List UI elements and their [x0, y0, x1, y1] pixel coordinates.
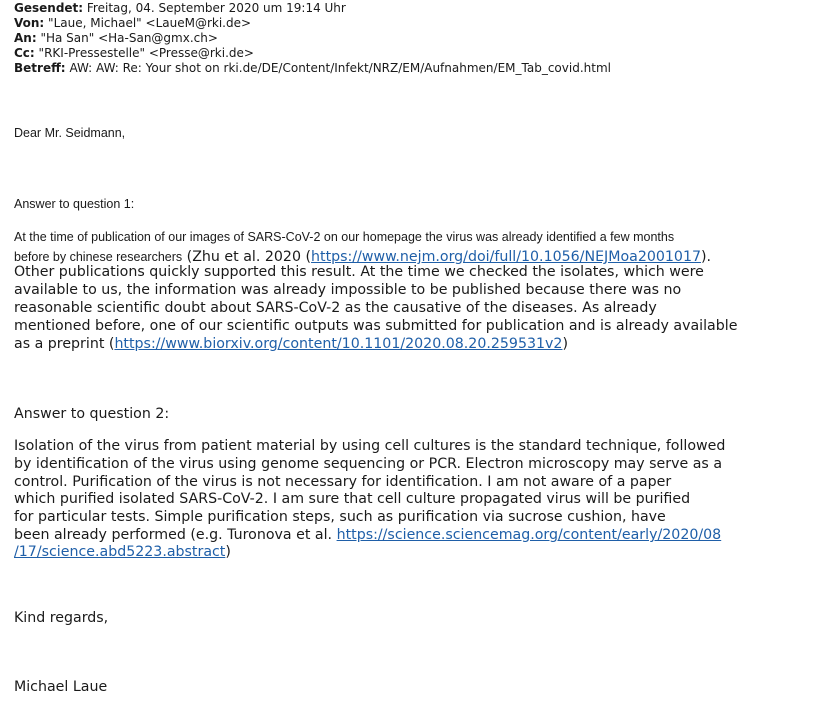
greeting: Dear Mr. Seidmann,	[14, 126, 126, 140]
q2-line-6-start: been already performed (e.g. Turonova et al.	[14, 527, 337, 543]
subject-label: Betreff:	[14, 61, 66, 75]
subject-row	[14, 61, 611, 76]
sent-row	[14, 1, 611, 16]
q2-line-2: by identification of the virus using genome sequencing or PCR. Electron microscopy may serve as a	[14, 456, 723, 472]
q1-line-5: reasonable scientific doubt about SARS-CoV-2 as the causative of the diseases. As already	[14, 300, 657, 316]
from-value: "Laue, Michael" <LaueM@rki.de>	[48, 16, 252, 30]
to-value: "Ha San" <Ha-San@gmx.ch>	[40, 31, 218, 45]
from-row	[14, 16, 611, 31]
sent-value: Freitag, 04. September 2020 um 19:14 Uhr	[86, 1, 346, 15]
to-label: An:	[14, 31, 37, 45]
subject-value: AW: AW: Re: Your shot on rki.de/DE/Content/Infekt/NRZ/EM/Aufnahmen/EM_Tab_covid.html	[69, 61, 611, 75]
closing: Kind regards,	[14, 610, 109, 626]
from-label: Von:	[14, 16, 45, 30]
email-header	[14, 1, 611, 76]
cc-row	[14, 46, 611, 61]
q1-line-7-start: as a preprint (	[14, 336, 115, 352]
q1-line-1: At the time of publication of our images of SARS-CoV-2 on our homepage the virus was already identified a few months	[14, 230, 675, 244]
q1-line-4: available to us, the information was already impossible to be published because there was no	[14, 282, 682, 298]
cc-value: "RKI-Pressestelle" <Presse@rki.de>	[38, 46, 254, 60]
science-link-part-1[interactable]: https://science.sciencemag.org/content/early/2020/08	[336, 527, 722, 543]
q1-line-7-end: )	[562, 336, 568, 352]
q1-line-2-start: before by chinese researchers	[14, 250, 183, 264]
q2-line-5: for particular tests. Simple purification steps, such as purification via sucrose cushion, have	[14, 509, 666, 525]
nejm-link[interactable]: https://www.nejm.org/doi/full/10.1056/NEJMoa2001017	[311, 249, 702, 265]
q2-line-3: control. Purification of the virus is not necessary for identification. I am not aware of a paper	[14, 474, 672, 490]
to-row	[14, 31, 611, 46]
q2-line-7	[14, 543, 231, 561]
q1-line-3: Other publications quickly supported this result. At the time we checked the isolates, which were	[14, 264, 704, 280]
sent-label: Gesendet:	[14, 1, 84, 15]
q2-line-7-end: )	[225, 544, 231, 560]
q1-line-2-cite: (Zhu et al. 2020 (	[182, 249, 312, 265]
q2-line-4: which purified isolated SARS-CoV-2. I am sure that cell culture propagated virus will be purified	[14, 491, 691, 507]
science-link-part-2[interactable]: /17/science.abd5223.abstract	[14, 544, 226, 560]
q2-line-6	[14, 526, 721, 544]
q1-line-6: mentioned before, one of our scientific outputs was submitted for publication and is already available	[14, 318, 738, 334]
q1-line-2-end: ).	[701, 249, 712, 265]
q2-heading: Answer to question 2:	[14, 406, 170, 422]
q1-heading: Answer to question 1:	[14, 197, 135, 211]
signature: Michael Laue	[14, 679, 108, 695]
q1-line-7	[14, 335, 568, 353]
cc-label: Cc:	[14, 46, 35, 60]
biorxiv-link[interactable]: https://www.biorxiv.org/content/10.1101/2020.08.20.259531v2	[114, 336, 563, 352]
q2-line-1: Isolation of the virus from patient material by using cell cultures is the standard technique, followed	[14, 438, 726, 454]
